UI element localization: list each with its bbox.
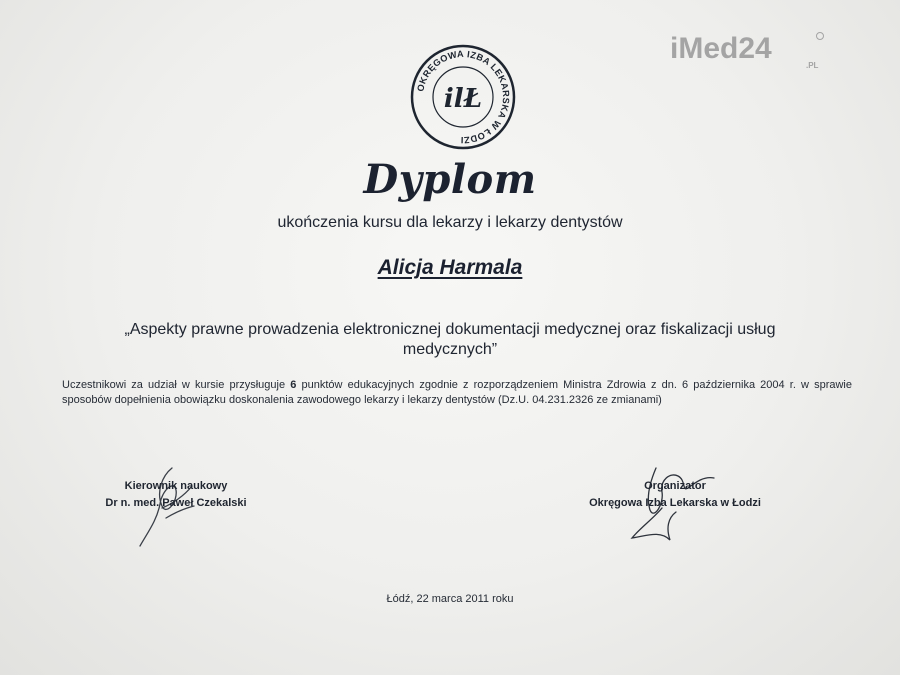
diploma-subtitle: ukończenia kursu dla lekarzy i lekarzy dentystów bbox=[277, 214, 623, 231]
watermark-brand-text: iMed24 bbox=[670, 32, 772, 65]
seal-ring-text: OKRĘGOWA IZBA LEKARSKA W ŁODZI bbox=[415, 48, 512, 146]
imed24-watermark bbox=[668, 28, 828, 74]
recipient-name: Alicja Harmala bbox=[377, 256, 523, 279]
chamber-seal-logo bbox=[410, 44, 516, 150]
signature-left-name: Dr n. med. Paweł Czekalski bbox=[105, 497, 247, 509]
course-title bbox=[60, 320, 840, 360]
points-statement bbox=[62, 378, 852, 408]
signature-right bbox=[560, 478, 790, 512]
diploma-title: Dyplom bbox=[363, 156, 537, 203]
signature-right-name: Okręgowa Izba Lekarska w Łodzi bbox=[589, 497, 761, 509]
points-statement-part-2: punktów edukacyjnych zgodnie z rozporządzeniem Ministra Zdrowia z dn. 6 października 2004 r. w sprawie sposobów dopełnienia obowiązku doskonalenia zawodowego lekarzy i lekarzy dentystów (Dz.U. 04.231.2326 ze zmianami) bbox=[62, 379, 852, 406]
place-and-date: Łódź, 22 marca 2011 roku bbox=[386, 593, 514, 605]
signature-right-role: Organizator bbox=[644, 480, 706, 492]
points-value: 6 bbox=[290, 379, 297, 391]
recipient-name-wrap bbox=[0, 256, 900, 280]
points-statement-part-1: Uczestnikowi za udział w kursie przysługuje bbox=[62, 379, 291, 391]
watermark-suffix: .PL bbox=[806, 61, 819, 70]
signature-left-role: Kierownik naukowy bbox=[124, 480, 228, 492]
signature-left bbox=[96, 478, 256, 512]
course-title-line-2: medycznych” bbox=[402, 341, 498, 358]
course-title-line-1: „Aspekty prawne prowadzenia elektronicznej dokumentacji medycznej oraz fiskalizacji usług bbox=[124, 321, 776, 338]
seal-monogram: ilŁ bbox=[443, 84, 483, 114]
